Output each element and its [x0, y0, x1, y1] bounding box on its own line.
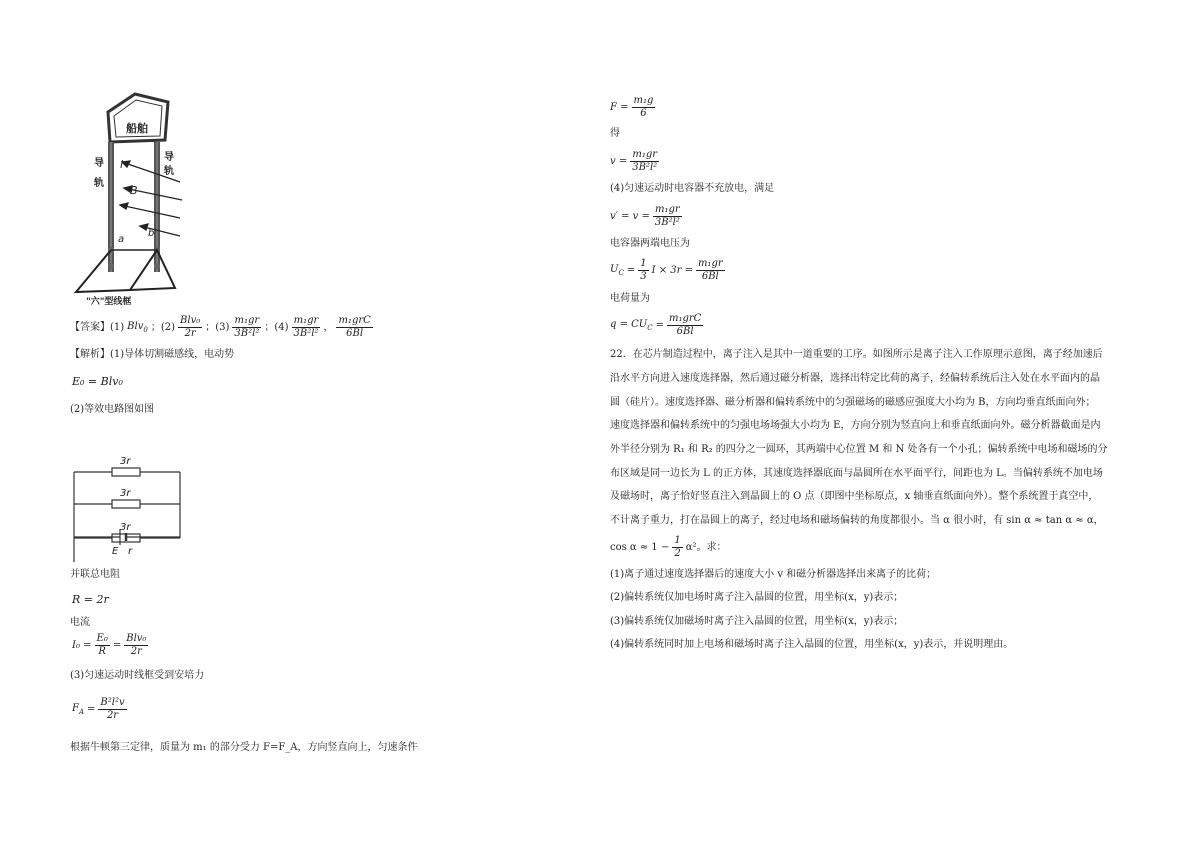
label-B: B — [130, 184, 138, 197]
de-text: 得 — [610, 128, 620, 139]
problem-22-line-7: 及磁场时，离子恰好竖直注入到晶圆上的 O 点（即图中坐标原点，x 轴垂直纸面向外）。整个系统置于真空中， — [610, 491, 1099, 502]
problem-22-line-2: 沿水平方向进入速度选择器，然后通过磁分析器，选择出特定比荷的离子，经偏转系统后注入处在水平面内的晶 — [610, 373, 1100, 384]
rail-right-label: 导 — [164, 152, 174, 163]
question-1: (1)离子通过速度选择器后的速度大小 v 和磁分析器选择出来离子的比荷； — [610, 569, 937, 580]
newton-text: 根据牛顿第三定律，质量为 m₁ 的部分受力 F=F_A，方向竖直向上，匀速条件 — [70, 742, 418, 753]
problem-22-line-3: 圆（硅片）。速度选择器、磁分析器和偏转系统中的匀强磁场的磁感应强度大小均为 B，方向均垂直纸面向外； — [610, 397, 1096, 408]
current-text: 电流 — [70, 617, 90, 628]
question-3: (3)偏转系统仅加磁场时离子注入晶圆的位置，用坐标(x，y)表示； — [610, 616, 904, 627]
eq-Uc: $U_C$ = $\frac{1}{3}$ I × 3r = $\frac{\text{m₁gr}}{6Bl}$ — [610, 258, 723, 282]
eq-q: $q = CU_C$ = $\frac{\text{m₁grC}}{6Bl}$ — [610, 313, 702, 337]
label-l: l — [120, 158, 124, 171]
problem-22-line-1: 22．在芯片制造过程中，离子注入是其中一道重要的工序。如图所示是离子注入工作原理示意图，离子经加速后 — [610, 349, 1103, 360]
six-frame — [76, 250, 175, 292]
source-symbol — [74, 525, 184, 555]
eq-E0: E₀ = Blv₀ — [72, 375, 123, 388]
frame-caption: "六"型线框 — [86, 297, 132, 307]
resistor-1-label: 3r — [120, 456, 131, 467]
svg-text:轨: 轨 — [94, 178, 104, 189]
step3-text: (3)匀速运动时线框受到安培力 — [70, 670, 205, 681]
eq-F: F = $\frac{\text{m₁g}}{6}$ — [610, 95, 654, 119]
eq-v: v = $\frac{\text{m₁gr}}{\text{3B²l²}}$ — [610, 149, 658, 173]
circuit-intro: (2)等效电路图如图 — [70, 404, 155, 415]
problem-22-line-6: 布区域是同一边长为 L 的正方体，其速度选择器底面与晶圆所在水平面平行，间距也为 L。当偏转系统不加电场 — [610, 468, 1103, 479]
label-a: a — [118, 234, 125, 245]
parallel-text: 并联总电阻 — [70, 569, 120, 580]
svg-text:轨: 轨 — [164, 166, 174, 177]
rail-left-label: 导 — [94, 158, 104, 169]
eq-R: R = 2r — [72, 593, 109, 606]
source-r: r — [128, 546, 133, 555]
answer-line: 【答案】(1) Blv$_0$ ；(2) $\frac{\text{Blv₀}}{2r}$ ；(3) $\frac{\text{m₁gr}}{\text{3B²l²}}$ ；(4) $\frac{\text{m₁gr}}{\text{3B²l²}}$ ， $\frac{\text{m₁grC}}{6Bl}$ — [70, 315, 371, 339]
label-b: b — [148, 228, 155, 239]
eq-I0: I₀ = $\frac{\text{E₀}}{R}$ = $\frac{\text{Blv₀}}{2r}$ — [72, 633, 147, 657]
resistor-3-label: 3r — [120, 522, 131, 533]
problem-22-line-4: 速度选择器和偏转系统中的匀强电场场强大小均为 E，方向分别为竖直向上和垂直纸面向外。磁分析器截面是内 — [610, 420, 1101, 431]
question-4: (4)偏转系统同时加上电场和磁场时离子注入晶圆的位置，用坐标(x，y)表示，并说明理由。 — [610, 639, 1014, 650]
problem-22-line-5: 外半径分别为 R₁ 和 R₂ 的四分之一圆环，其两端中心位置 M 和 N 处各有一个小孔；偏转系统中电场和磁场的分 — [610, 444, 1108, 455]
resistor-2-label: 3r — [120, 488, 131, 499]
ship-rail-diagram — [70, 92, 260, 307]
uc-text: 电容器两端电压为 — [610, 238, 690, 249]
q-text: 电荷量为 — [610, 293, 650, 304]
source-E: E — [112, 546, 119, 555]
eq-v-prime: v′ = v = $\frac{\text{m₁gr}}{\text{3B²l²}}$ — [610, 204, 680, 228]
ship-label: 船舶 — [126, 122, 148, 135]
eq-FA: $F_A$ = $\frac{\text{B²l²v}}{2r}$ — [72, 697, 125, 721]
problem-22-line-8: 不计离子重力，打在晶圆上的离子，经过电场和磁场偏转的角度都很小。当 α 很小时，有 sin α ≈ tan α ≈ α， — [610, 515, 1104, 526]
step4-text: (4)匀速运动时电容器不充放电，满足 — [610, 183, 775, 194]
analysis-line: 【解析】(1)导体切割磁感线，电动势 — [70, 349, 235, 360]
question-2: (2)偏转系统仅加电场时离子注入晶圆的位置，用坐标(x，y)表示； — [610, 592, 904, 603]
cos-approx-line: cos α ≈ 1 − $\frac{1}{2}$ α²。求： — [610, 535, 727, 559]
